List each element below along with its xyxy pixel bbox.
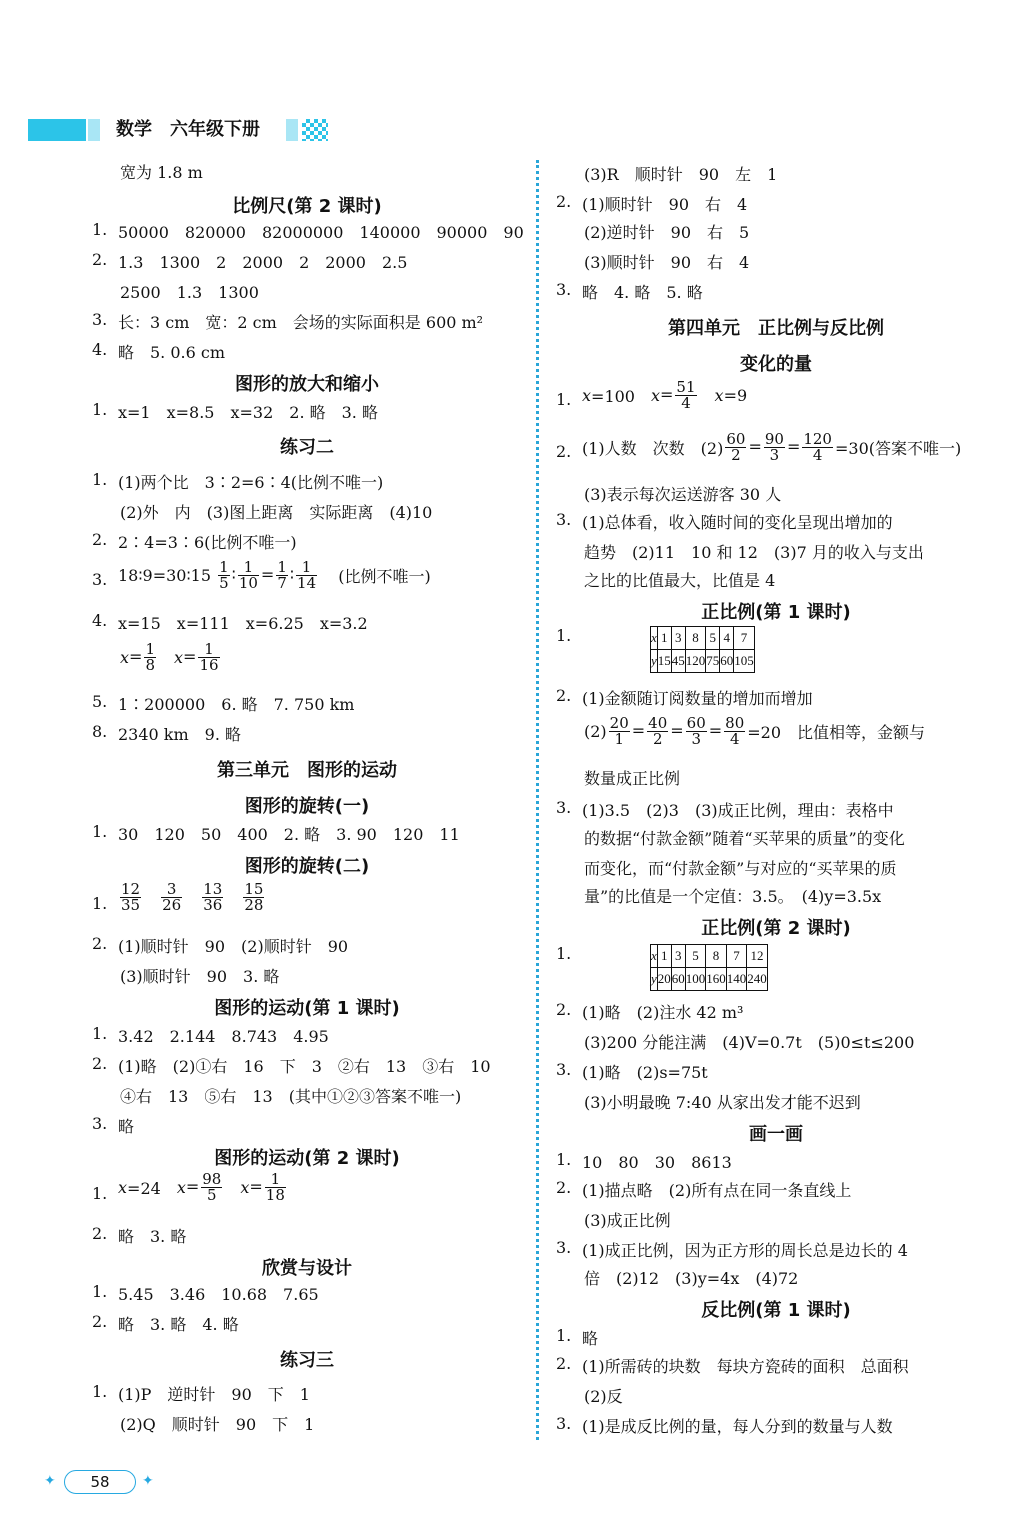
fraction: $\frac{13}{36}$ xyxy=(203,880,223,914)
header-title: 数学 六年级下册 xyxy=(116,119,260,140)
star-icon: ✦ xyxy=(44,1473,56,1489)
unit-title: 第四单元 正比例与反比例 xyxy=(668,318,884,339)
header-stripe-2 xyxy=(286,119,298,141)
unit-title: 第三单元 图形的运动 xyxy=(217,760,397,781)
page-number-badge: 58 xyxy=(64,1470,136,1494)
fraction: $\frac{98}{5}$ xyxy=(202,1170,222,1204)
fraction: $\frac{1}{5}$ xyxy=(219,558,229,592)
fraction: $\frac{1}{18}$ xyxy=(265,1170,285,1204)
fraction: $\frac{90}{3}$ xyxy=(764,430,784,464)
section-title: 欣赏与设计 xyxy=(262,1258,352,1279)
section-title: 图形的放大和缩小 xyxy=(235,374,379,395)
section-title: 图形的旋转(二) xyxy=(244,856,370,877)
section-title: 画一画 xyxy=(749,1124,803,1145)
fraction: $\frac{60}{2}$ xyxy=(726,430,746,464)
fraction: $\frac{1}{10}$ xyxy=(238,558,258,592)
fraction: $\frac{120}{4}$ xyxy=(803,430,832,464)
page-header xyxy=(28,117,348,143)
star-icon: ✦ xyxy=(142,1473,154,1489)
header-checker-pattern xyxy=(302,119,328,141)
header-stripe xyxy=(88,119,100,141)
table-row: y 20 60 100 160 140 240 xyxy=(651,968,768,991)
table-row: x 1 3 8 5 4 7 xyxy=(651,627,755,650)
section-title: 图形的运动(第 2 课时) xyxy=(214,1148,400,1169)
section-title: 练习二 xyxy=(280,437,334,458)
column-divider xyxy=(536,160,539,1440)
fraction: $\frac{1}{8}$ xyxy=(145,640,155,674)
table-row: y 15 45 120 75 60 105 xyxy=(651,650,755,673)
fraction: $\frac{40}{2}$ xyxy=(648,714,668,748)
section-title: 练习三 xyxy=(280,1350,334,1371)
section-title: 比例尺(第 2 课时) xyxy=(232,196,382,217)
value-table xyxy=(650,944,768,991)
fraction: $\frac{15}{28}$ xyxy=(244,880,264,914)
fraction: $\frac{51}{4}$ xyxy=(676,378,696,412)
fraction: $\frac{60}{3}$ xyxy=(686,714,706,748)
fraction: $\frac{1}{14}$ xyxy=(297,558,317,592)
section-title: 图形的运动(第 1 课时) xyxy=(214,998,400,1019)
fraction: $\frac{12}{35}$ xyxy=(121,880,141,914)
header-color-block xyxy=(28,119,86,141)
section-title: 正比例(第 1 课时) xyxy=(701,602,851,623)
section-title: 反比例(第 1 课时) xyxy=(701,1300,851,1321)
fraction: $\frac{1}{7}$ xyxy=(277,558,287,592)
table-row: x 1 3 5 8 7 12 xyxy=(651,945,768,968)
fraction: $\frac{20}{1}$ xyxy=(609,714,629,748)
page-number xyxy=(38,1470,168,1494)
section-title: 图形的旋转(一) xyxy=(244,796,370,817)
fraction: $\frac{1}{16}$ xyxy=(199,640,219,674)
section-title: 正比例(第 2 课时) xyxy=(701,918,851,939)
fraction: $\frac{3}{26}$ xyxy=(162,880,182,914)
fraction: $\frac{80}{4}$ xyxy=(725,714,745,748)
section-title: 变化的量 xyxy=(740,354,812,375)
value-table xyxy=(650,626,755,673)
